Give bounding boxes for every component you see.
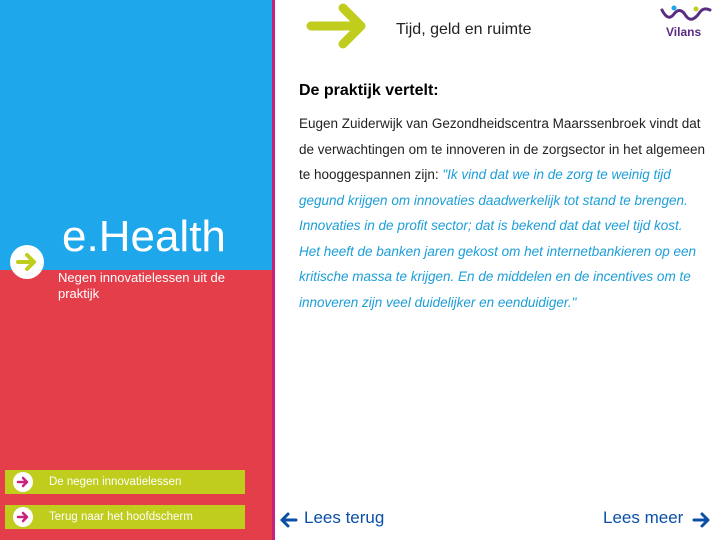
body-text	[299, 111, 705, 315]
read-more-label: Lees meer	[603, 508, 684, 527]
arrow-right-icon	[13, 472, 33, 492]
section-title: De praktijk vertelt:	[299, 82, 439, 99]
home-label: Terug naar het hoofdscherm	[49, 511, 193, 523]
header-arrow-icon	[305, 0, 371, 52]
vilans-logo	[658, 4, 714, 44]
arrow-right-icon	[690, 509, 712, 531]
quote-text: "Ik vind dat we in de zorg te weinig tijd gegund krijgen om innovaties daadwerkelijk tot stand te brengen. Innovaties in de profit sector; dat is bekend dat dat veel tijd kost. Het heeft de banken jaren gekost om het internetbankieren op een kritische massa te krijgen. En de middelen en de incentives om te innoveren zijn veel duidelijker en eenduidiger."	[299, 167, 697, 310]
read-back-label: Lees terug	[304, 508, 385, 527]
home-button[interactable]	[5, 505, 245, 529]
arrow-right-icon	[13, 507, 33, 527]
hero-arrow-icon	[10, 245, 44, 279]
read-more-button[interactable]	[600, 506, 715, 530]
arrow-left-icon	[278, 509, 300, 531]
hero-title: e.Health	[62, 212, 226, 261]
header-title: Tijd, geld en ruimte	[396, 21, 532, 38]
hero-block	[4, 212, 272, 312]
lessons-label: De negen innovatielessen	[49, 476, 182, 488]
hero-subtitle: Negen innovatielessen uit de praktijk	[58, 270, 225, 301]
vertical-divider	[272, 0, 275, 540]
logo-text: Vilans	[666, 25, 702, 39]
lessons-button[interactable]	[5, 470, 245, 494]
intro-text: Eugen Zuiderwijk van Gezondheidscentra Maarssenbroek vindt dat de verwachtingen om te innoveren in de zorgsector in het algemeen te hooggespannen zijn:	[299, 116, 705, 182]
